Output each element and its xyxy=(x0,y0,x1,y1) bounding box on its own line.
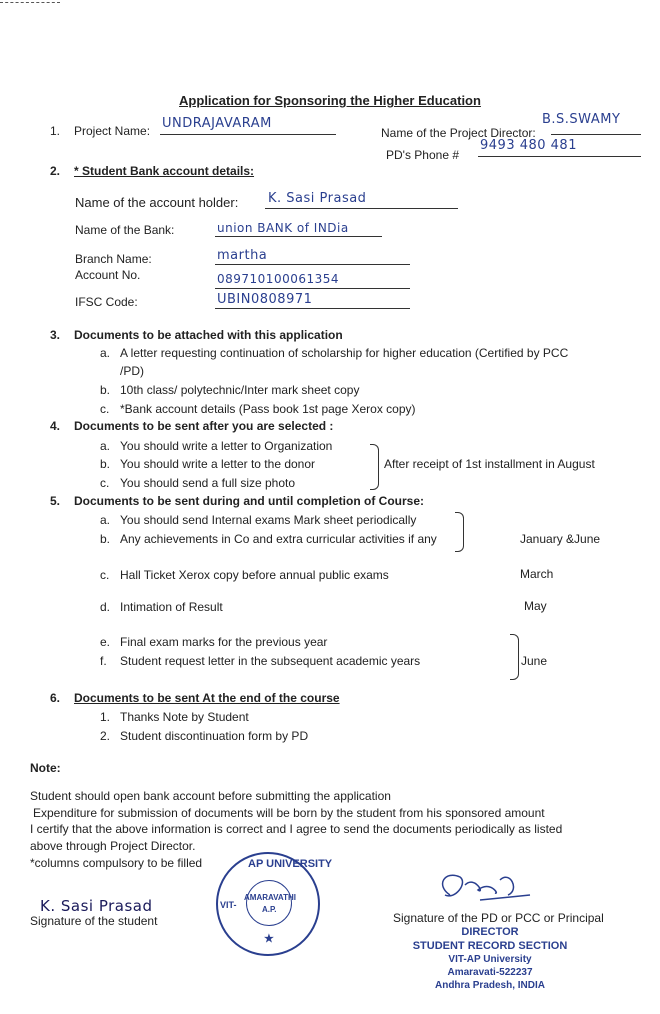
ifsc-value: UBIN0808971 xyxy=(217,292,313,307)
s5-item-marker: b. xyxy=(100,532,111,546)
s4-number: 4. xyxy=(50,419,61,433)
s5-item-text: Intimation of Result xyxy=(120,600,223,614)
s4-timing-note: After receipt of 1st installment in August xyxy=(384,457,595,471)
s4-item-marker: c. xyxy=(100,476,110,490)
s4-brace xyxy=(370,444,379,490)
note-line: *columns compulsory to be filled xyxy=(30,856,203,870)
s3-item-marker: a. xyxy=(100,346,111,360)
branch-label: Branch Name: xyxy=(75,252,152,266)
ifsc-label: IFSC Code: xyxy=(75,295,138,309)
note-line: Expenditure for submission of documents will be born by the student from his sponsored amount xyxy=(33,806,545,820)
director-line: Amaravati-522237 xyxy=(447,967,533,978)
s5-item-text: Final exam marks for the previous year xyxy=(120,635,328,649)
s5-item-text: Hall Ticket Xerox copy before annual public exams xyxy=(120,568,389,582)
s5-item-marker: e. xyxy=(100,635,111,649)
s3-item-marker: c. xyxy=(100,402,110,416)
s6-item-text: Student discontinuation form by PD xyxy=(120,729,309,743)
holder-line xyxy=(265,206,458,209)
s4-item-marker: a. xyxy=(100,439,111,453)
s5-ab-brace xyxy=(455,512,464,552)
s3-item-text: /PD) xyxy=(120,364,144,378)
holder-label: Name of the account holder: xyxy=(75,195,239,210)
s5-item-marker: a. xyxy=(100,513,111,527)
s4-heading: Documents to be sent after you are selected : xyxy=(74,419,334,433)
s4-item-text: You should write a letter to Organization xyxy=(120,439,333,453)
s3-item-text: *Bank account details (Pass book 1st page Xerox copy) xyxy=(120,402,416,416)
s5-item-marker: f. xyxy=(100,654,107,668)
s6-number: 6. xyxy=(50,691,61,705)
bank-value: union BANK of INDia xyxy=(217,221,349,235)
project-name-value: UNDRAJAVARAM xyxy=(162,116,272,131)
project-name-label: Project Name: xyxy=(74,124,151,138)
pd-phone-value: 9493 480 481 xyxy=(480,138,577,153)
branch-value: martha xyxy=(217,248,268,263)
s5-item-text: Student request letter in the subsequent academic years xyxy=(120,654,421,668)
s6-item-text: Thanks Note by Student xyxy=(120,710,249,724)
stamp-center-text-2: A.P. xyxy=(262,905,277,914)
student-signature-label: Signature of the student xyxy=(30,914,158,928)
stamp-center-text: AMARAVATHI xyxy=(244,893,296,902)
s4-item-text: You should send a full size photo xyxy=(120,476,296,490)
pd-signature-label: Signature of the PD or PCC or Principal xyxy=(393,911,604,925)
note-line: above through Project Director. xyxy=(30,839,196,853)
student-signature: K. Sasi Prasad xyxy=(40,897,153,915)
s4-item-marker: b. xyxy=(100,457,111,471)
s3-item-marker: b. xyxy=(100,383,111,397)
page-title: Application for Sponsoring the Higher Education xyxy=(179,93,481,108)
bank-label: Name of the Bank: xyxy=(75,223,175,237)
stamp-top-text: AP UNIVERSITY xyxy=(248,858,333,870)
s3-heading: Documents to be attached with this application xyxy=(74,328,343,342)
s5-ef-timing: June xyxy=(521,654,548,668)
director-line: VIT-AP University xyxy=(448,954,532,965)
star-icon: ★ xyxy=(264,933,274,945)
top-edge-mark xyxy=(0,2,60,3)
director-line: DIRECTOR xyxy=(461,926,519,938)
stamp-inner-ring xyxy=(246,880,292,926)
s5-d-timing: May xyxy=(524,599,547,613)
s5-heading: Documents to be sent during and until completion of Course: xyxy=(74,494,425,508)
s3-number: 3. xyxy=(50,328,61,342)
director-line: STUDENT RECORD SECTION xyxy=(412,940,568,952)
director-line: Andhra Pradesh, INDIA xyxy=(434,980,546,991)
account-line xyxy=(215,286,410,289)
holder-value: K. Sasi Prasad xyxy=(268,191,367,206)
s4-item-text: You should write a letter to the donor xyxy=(120,457,316,471)
s5-ef-brace xyxy=(510,634,519,680)
s5-c-timing: March xyxy=(520,567,554,581)
s6-item-marker: 1. xyxy=(100,710,111,724)
s1-number: 1. xyxy=(50,124,61,138)
pd-name-label: Name of the Project Director: xyxy=(381,126,536,140)
account-value: 089710100061354 xyxy=(217,272,340,286)
pd-name-line xyxy=(551,132,641,135)
s6-item-marker: 2. xyxy=(100,729,111,743)
s5-item-text: You should send Internal exams Mark sheet periodically xyxy=(120,513,417,527)
s5-item-marker: d. xyxy=(100,600,111,614)
s2-number: 2. xyxy=(50,164,61,178)
s5-number: 5. xyxy=(50,494,61,508)
note-line: Student should open bank account before submitting the application xyxy=(30,789,391,803)
pd-phone-line xyxy=(478,154,641,157)
pd-signature-scribble xyxy=(430,865,540,915)
s6-heading: Documents to be sent At the end of the course xyxy=(74,691,340,705)
account-label: Account No. xyxy=(75,268,141,282)
s3-item-text: A letter requesting continuation of scholarship for higher education (Certified by PCC xyxy=(120,346,569,360)
s2-heading: * Student Bank account details: xyxy=(74,164,255,178)
pd-name-value: B.S.SWAMY xyxy=(542,112,621,127)
note-line: I certify that the above information is correct and I agree to send the documents periodically as listed xyxy=(30,822,563,836)
s5-item-marker: c. xyxy=(100,568,110,582)
stamp-left-text: VIT- xyxy=(220,900,237,910)
s3-item-text: 10th class/ polytechnic/Inter mark sheet copy xyxy=(120,383,360,397)
pd-phone-label: PD's Phone # xyxy=(386,148,460,162)
s5-ab-timing: January &June xyxy=(520,532,601,546)
note-heading: Note: xyxy=(30,761,61,775)
s5-item-text: Any achievements in Co and extra curricular activities if any xyxy=(120,532,437,546)
